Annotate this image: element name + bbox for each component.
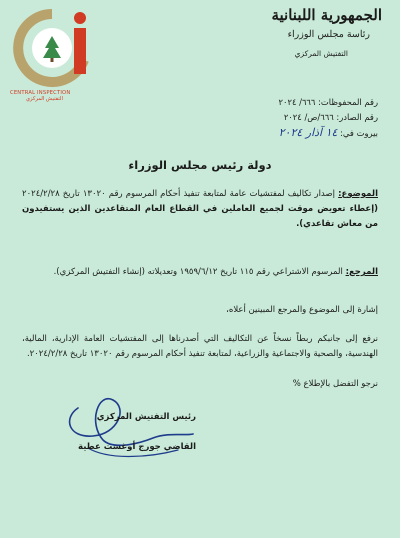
subject-text: إصدار تكاليف لمفتشيات عامة لمتابعة تنفيذ أحكام المرسوم رقم ١٣٠٢٠ تاريخ ٢٠٢٤/٢/٢٨ — [22, 189, 335, 199]
archive-number: رقم المحفوظات: ٦٦٦/ ٢٠٢٤ — [278, 97, 378, 107]
subject-block — [22, 187, 378, 232]
signer-name: القاضي جورج أوغست عطية — [78, 442, 196, 452]
subject-text-bold: (إعطاء تعويض موقت لجميع العاملين في القطاع العام المتقاعدين الذين يستفيدون من معاش تقاعدي). — [22, 204, 378, 229]
logo-org-en: CENTRAL INSPECTION — [10, 90, 71, 96]
outgoing-number: رقم الصادر: ٦٦٦/ص/ ٢٠٢٤ — [283, 112, 378, 122]
reference-block — [22, 265, 378, 280]
reference-label: المرجع: — [345, 267, 378, 277]
letter-date — [138, 125, 378, 141]
signer-title: رئيس التفتيش المركزي — [96, 412, 196, 422]
refer-line: إشارة إلى الموضوع والمرجع المبينين أعلاه، — [226, 305, 378, 315]
ci-emblem-icon — [12, 8, 92, 88]
body-paragraph: نرفع إلى جانبكم ربطاً نسخاً عن التكاليف التي أصدرناها إلى المفتشيات العامة الإدارية، المالية، الهندسية، والصحية والاجتماعية والزراعية، لمتابعة تنفيذ أحكام المرسوم رقم ١٣٠٢٠ تاريخ ٢٠٢٤/٢/٢٨. — [22, 334, 378, 359]
republic-title: الجمهورية اللبنانية — [271, 6, 382, 24]
date-prefix: بيروت في: — [340, 128, 378, 138]
logo-org-ar: التفتيش المركزي — [26, 96, 63, 102]
subject-label: الموضوع: — [338, 189, 378, 199]
pm-presidency-title: رئاسة مجلس الوزراء — [287, 29, 370, 40]
central-inspection-logo — [8, 8, 100, 102]
date-value: ١٤ آذار ٢٠٢٤ — [278, 126, 338, 139]
reference-text: المرسوم الاشتراعي رقم ١١٥ تاريخ ١٩٥٩/٦/١٢ وتعديلاته (إنشاء التفتيش المركزي). — [53, 267, 343, 277]
central-inspection-title: التفتيش المركزي — [294, 49, 348, 58]
handwritten-signature-icon — [58, 378, 198, 468]
closing-line: نرجو التفضل بالإطلاع % — [292, 379, 378, 389]
letterhead — [232, 6, 382, 58]
addressee: دولة رئيس مجلس الوزراء — [128, 158, 272, 172]
reference-numbers — [138, 95, 378, 141]
